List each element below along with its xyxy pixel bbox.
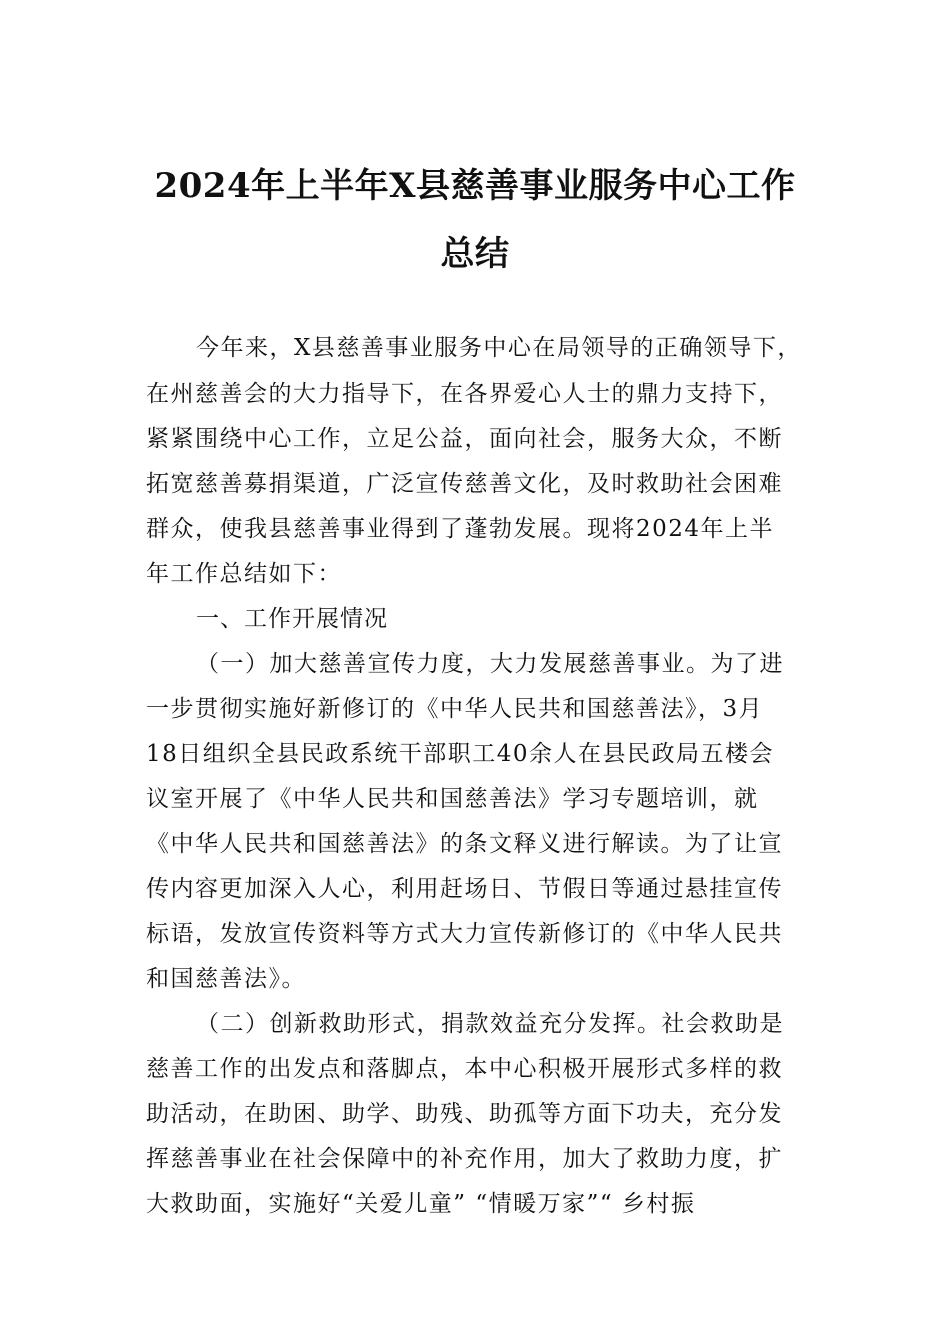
intro-line: 今年来，X县慈善事业服务中心在局领导的正确领导下， [196, 335, 802, 361]
paragraph-line: （一）加大慈善宣传力度，大力发展慈善事业。为了进 [196, 651, 784, 677]
paragraph-line: （二）创新救助形式，捐款效益充分发挥。社会救助是 [196, 1011, 784, 1037]
paragraph-line: 标语，发放宣传资料等方式大力宣传新修订的《中华人民共 [146, 921, 783, 947]
paragraph-line: 议室开展了《中华人民共和国慈善法》学习专题培训，就 [146, 786, 759, 812]
intro-line: 拓宽慈善募捐渠道，广泛宣传慈善文化，及时救助社会困难 [146, 471, 783, 497]
paragraph-line: 助活动，在助困、助学、助残、助孤等方面下功夫，充分发 [146, 1101, 783, 1127]
paragraph-line: 挥慈善事业在社会保障中的补充作用，加大了救助力度，扩 [146, 1146, 783, 1172]
paragraph-line: 传内容更加深入人心，利用赶场日、节假日等通过悬挂宣传 [146, 876, 783, 902]
paragraph-line: 一步贯彻实施好新修订的《中华人民共和国慈善法》，3月 [146, 696, 764, 722]
paragraph-line: 《中华人民共和国慈善法》的条文释义进行解读。为了让宣 [146, 831, 783, 857]
paragraph-line: 大救助面，实施好“关爱儿童” “情暖万家”“ 乡村振 [146, 1191, 696, 1217]
document-title-line-2: 总结 [440, 234, 510, 274]
paragraph-line: 18日组织全县民政系统干部职工40余人在县民政局五楼会 [146, 741, 775, 767]
intro-line: 在州慈善会的大力指导下，在各界爱心人士的鼎力支持下， [146, 381, 783, 407]
intro-line: 紧紧围绕中心工作，立足公益，面向社会，服务大众，不断 [146, 426, 783, 452]
paragraph-line: 慈善工作的出发点和落脚点，本中心积极开展形式多样的救 [146, 1056, 783, 1082]
intro-line: 群众，使我县慈善事业得到了蓬勃发展。现将2024年上半 [146, 516, 775, 542]
intro-line: 年工作总结如下： [146, 561, 342, 587]
paragraph-line: 和国慈善法》。 [146, 966, 306, 992]
document-title-line-1: 2024年上半年X县慈善事业服务中心工作 [154, 166, 796, 206]
section-heading: 一、工作开展情况 [196, 606, 388, 632]
